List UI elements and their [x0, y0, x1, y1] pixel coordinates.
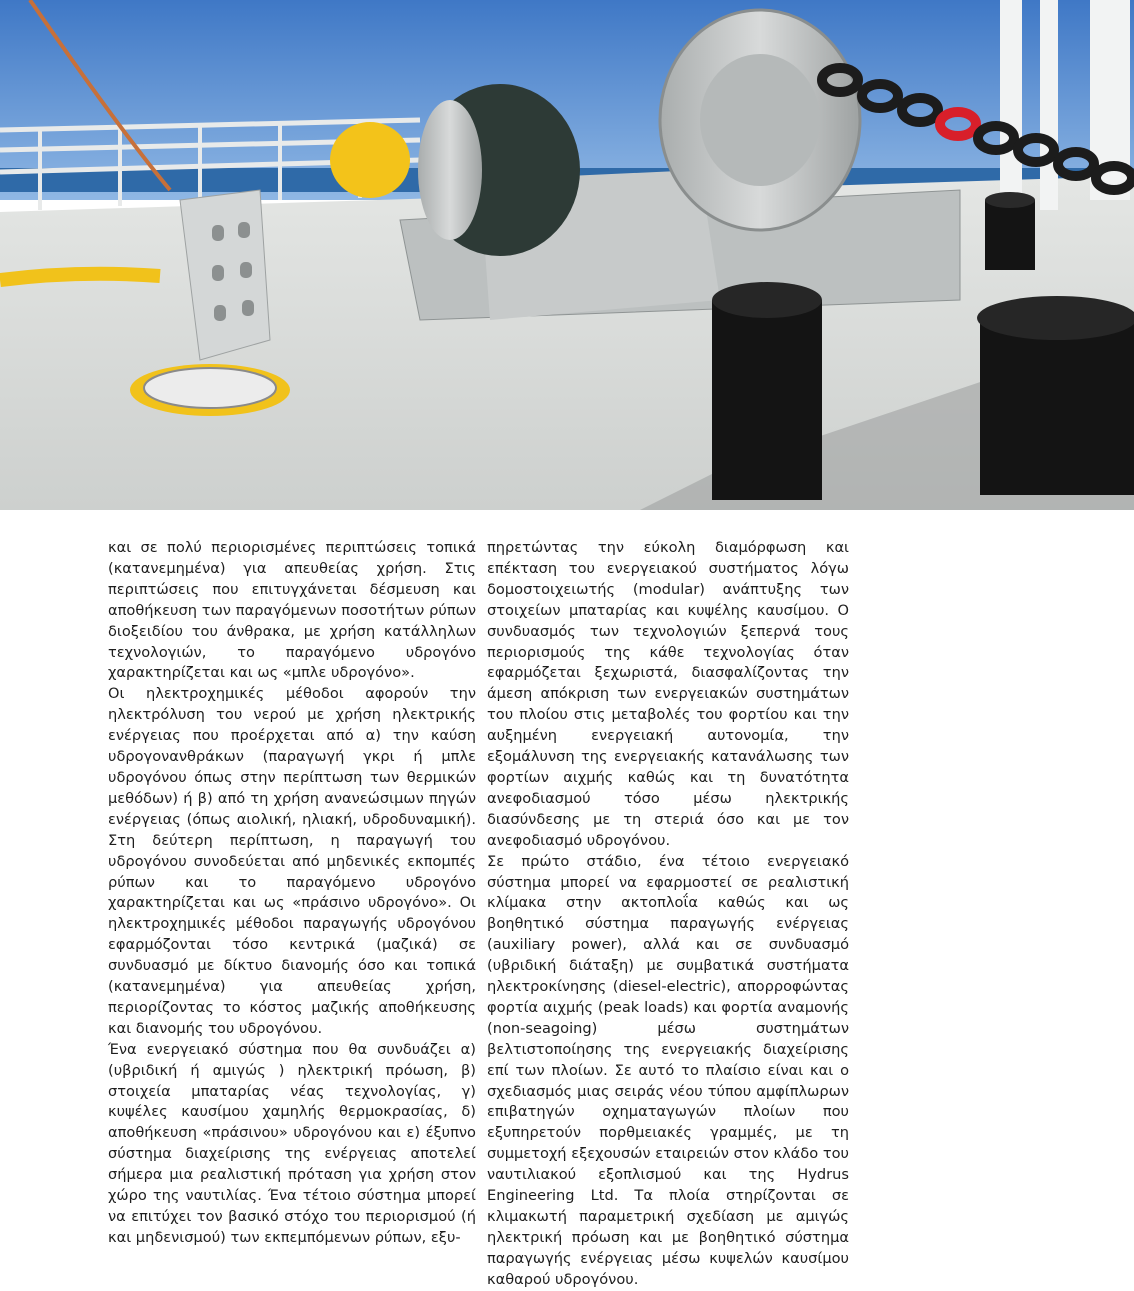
paragraph: και σε πολύ περιορισμένες περιπτώσεις τοπικά (κατανεμημένα) για απευθείας χρήση. Στις περιπτώσεις που επιτυγχάνεται δέσμευση και αποθήκευση των παραγόμενων ποσοτήτων ρύπων διοξειδίου του άνθρακα, με χρήση κατάλληλων τεχνολογιών, το παραγόμενο υδρογόνο χαρακτηρίζεται και ως «μπλε υδρογόνο».	[108, 539, 476, 682]
warping-head	[330, 122, 410, 198]
ship-deck-photo	[0, 0, 1134, 510]
paragraph: Σε πρώτο στάδιο, ένα τέτοιο ενεργειακό σύστημα μπορεί να εφαρμοστεί σε ρεαλιστική κλίμακα στην ακτοπλοΐα καθώς και ως βοηθητικό σύστημα παραγωγής ενέργειας (auxiliary power), αλλά και σε συνδυασμό (υβριδική διάταξη) με συμβατικά συστήματα ηλεκτροκίνησης (diesel-electric), απορροφώντας φορτία αιχμής (peak loads) και φορτία αναμονής (non-seagoing) μέσω συστημάτων βελτιστοποίησης της ενεργειακής διαχείρισης επί των πλοίων. Σε αυτό το πλαίσιο είναι και ο σχεδιασμός μιας σειράς νέου τύπου αμφίπλωρων επιβατηγών οχηματαγωγών πλοίων που εξυπηρετούν πορθμειακές γραμμές, με τη συμμετοχή εξεχουσών εταιρειών στον κλάδο του ναυτιλιακού εξοπλισμού και της Hydrus Engineering Ltd. Τα πλοία στηρίζονται σε κλιμακωτή παραμετρική σχεδίαση με αμιγώς ηλεκτρική πρόωση και με βοηθητικό σύστημα παραγωγής ενέργειας μέσω κυψελών καυσίμου καθαρού υδρογόνου.	[487, 852, 849, 1288]
paragraph: πηρετώντας την εύκολη διαμόρφωση και επέκταση του ενεργειακού συστήματος λόγω δομοστοιχειωτής (modular) ανάπτυξης των στοιχείων μπαταρίας και κυψέλης καυσίμου. Ο συνδυασμός των τεχνολογιών ξεπερνά τους περιορισμούς της κάθε τεχνολογίας όταν εφαρμόζεται ξεχωριστά, διασφαλίζοντας την άμεση απόκριση των ενεργειακών συστημάτων του πλοίου στις μεταβολές του φορτίου και την αυξημένη ενεργειακή αυτονομία, την εξομάλυνση της ενεργειακής κατανάλωσης των φορτίων αιχμής καθώς και τη δυνατότητα ανεφοδιασμού τόσο μέσω ηλεκτρικής διασύνδεσης με τη στεριά όσο και με τον ανεφοδιασμό υδρογόνου.	[487, 539, 849, 849]
text-column-right	[487, 538, 849, 1291]
windlass-deck-illustration	[0, 0, 1134, 510]
paragraph: Ένα ενεργειακό σύστημα που θα συνδυάζει α) (υβριδική ή αμιγώς ) ηλεκτρική πρόωση, β) στοιχεία μπαταρίας νέας τεχνολογίας, γ) κυψέλες καυσίμου χαμηλής θερμοκρασίας, δ) αποθήκευση «πράσινου» υδρογόνου και ε) έξυπνο σύστημα διαχείρισης της ενέργειας αποτελεί σήμερα μια ρεαλιστική πρόταση για χρήση στον χώρο της ναυτιλίας. Ένα τέτοιο σύστημα μπορεί να επιτύχει τον βασικό στόχο του περιορισμού (ή και μηδενισμού) των εκπεμπόμενων ρύπων, εξυ-	[108, 1040, 476, 1246]
hatch	[144, 368, 276, 408]
text-column-left	[108, 538, 476, 1249]
bollard-small	[985, 200, 1035, 270]
paragraph: Οι ηλεκτροχημικές μέθοδοι αφορούν την ηλεκτρόλυση του νερού με χρήση ηλεκτρικής ενέργειας που προέρχεται από α) την καύση υδρογονανθράκων (παραγωγή γκρι ή μπλε υδρογόνου όπως στην περίπτωση των θερμικών μεθόδων) ή β) από τη χρήση ανανεώσιμων πηγών ενέργειας (όπως αιολική, ηλιακή, υδροδυναμική). Στη δεύτερη περίπτωση, η παραγωγή του υδρογόνου συνοδεύεται από μηδενικές εκπομπές ρύπων και το παραγόμενο υδρογόνο χαρακτηρίζεται και ως «πράσινο υδρογόνο». Οι ηλεκτροχημικές μέθοδοι παραγωγής υδρογόνου εφαρμόζονται τόσο κεντρικά (μαζικά) σε συνδυασμό με δίκτυο διανομής όσο και τοπικά (κατανεμημένα) για απευθείας χρήση, περιορίζοντας το κόστος μαζικής αποθήκευσης και διανομής του υδρογόνου.	[108, 685, 476, 1037]
